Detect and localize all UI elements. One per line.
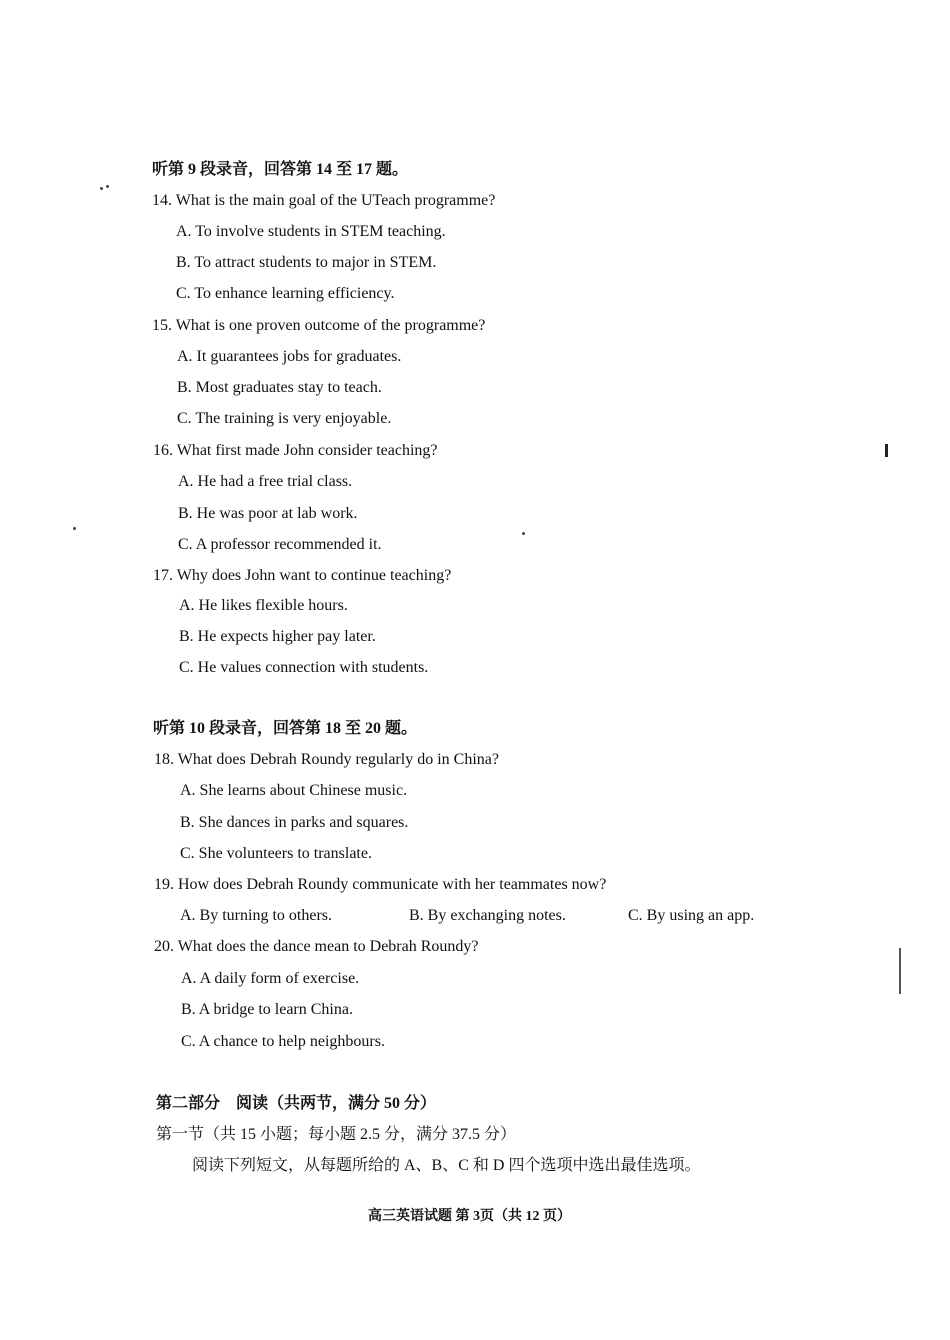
question-20-option-a: A. A daily form of exercise. bbox=[181, 970, 360, 987]
question-16-option-a: A. He had a free trial class. bbox=[178, 473, 353, 490]
scan-mark bbox=[885, 444, 888, 457]
scan-speck bbox=[522, 532, 525, 535]
question-14-option-c: C. To enhance learning efficiency. bbox=[176, 285, 395, 302]
page-footer: 高三英语试题 第 3页（共 12 页） bbox=[368, 1209, 571, 1224]
question-20-option-c: C. A chance to help neighbours. bbox=[181, 1033, 385, 1050]
question-18-stem: 18. What does Debrah Roundy regularly do in China? bbox=[154, 751, 499, 768]
question-17-option-c: C. He values connection with students. bbox=[179, 659, 429, 676]
question-14-option-b: B. To attract students to major in STEM. bbox=[176, 254, 437, 271]
section-instruction-10: 听第 10 段录音，回答第 18 至 20 题。 bbox=[153, 720, 418, 737]
question-14-option-a: A. To involve students in STEM teaching. bbox=[176, 223, 446, 240]
question-19-option-b: B. By exchanging notes. bbox=[409, 907, 566, 924]
question-18-option-a: A. She learns about Chinese music. bbox=[180, 782, 408, 799]
question-16-option-b: B. He was poor at lab work. bbox=[178, 505, 358, 522]
scan-mark bbox=[899, 948, 901, 994]
scan-speck bbox=[100, 187, 103, 190]
question-15-stem: 15. What is one proven outcome of the programme? bbox=[152, 317, 486, 334]
question-20-option-b: B. A bridge to learn China. bbox=[181, 1001, 353, 1018]
scan-speck bbox=[73, 527, 76, 530]
part2-directions: 阅读下列短文，从每题所给的 A、B、C 和 D 四个选项中选出最佳选项。 bbox=[192, 1157, 701, 1174]
question-15-option-b: B. Most graduates stay to teach. bbox=[177, 379, 382, 396]
question-17-option-a: A. He likes flexible hours. bbox=[179, 597, 348, 614]
question-15-option-a: A. It guarantees jobs for graduates. bbox=[177, 348, 402, 365]
question-17-option-b: B. He expects higher pay later. bbox=[179, 628, 376, 645]
question-15-option-c: C. The training is very enjoyable. bbox=[177, 410, 392, 427]
question-18-option-b: B. She dances in parks and squares. bbox=[180, 814, 409, 831]
question-19-stem: 19. How does Debrah Roundy communicate with her teammates now? bbox=[154, 876, 607, 893]
part2-title: 第二部分 阅读（共两节，满分 50 分） bbox=[156, 1095, 437, 1112]
question-20-stem: 20. What does the dance mean to Debrah Roundy? bbox=[154, 938, 479, 955]
question-16-stem: 16. What first made John consider teaching? bbox=[153, 442, 438, 459]
question-19-option-a: A. By turning to others. bbox=[180, 907, 332, 924]
question-17-stem: 17. Why does John want to continue teaching? bbox=[153, 567, 452, 584]
question-19-option-c: C. By using an app. bbox=[628, 907, 755, 924]
question-18-option-c: C. She volunteers to translate. bbox=[180, 845, 372, 862]
part2-section1-heading: 第一节（共 15 小题；每小题 2.5 分，满分 37.5 分） bbox=[156, 1126, 517, 1143]
question-16-option-c: C. A professor recommended it. bbox=[178, 536, 382, 553]
section-instruction-9: 听第 9 段录音，回答第 14 至 17 题。 bbox=[152, 161, 409, 178]
scan-speck bbox=[106, 185, 109, 188]
question-14-stem: 14. What is the main goal of the UTeach programme? bbox=[152, 192, 496, 209]
